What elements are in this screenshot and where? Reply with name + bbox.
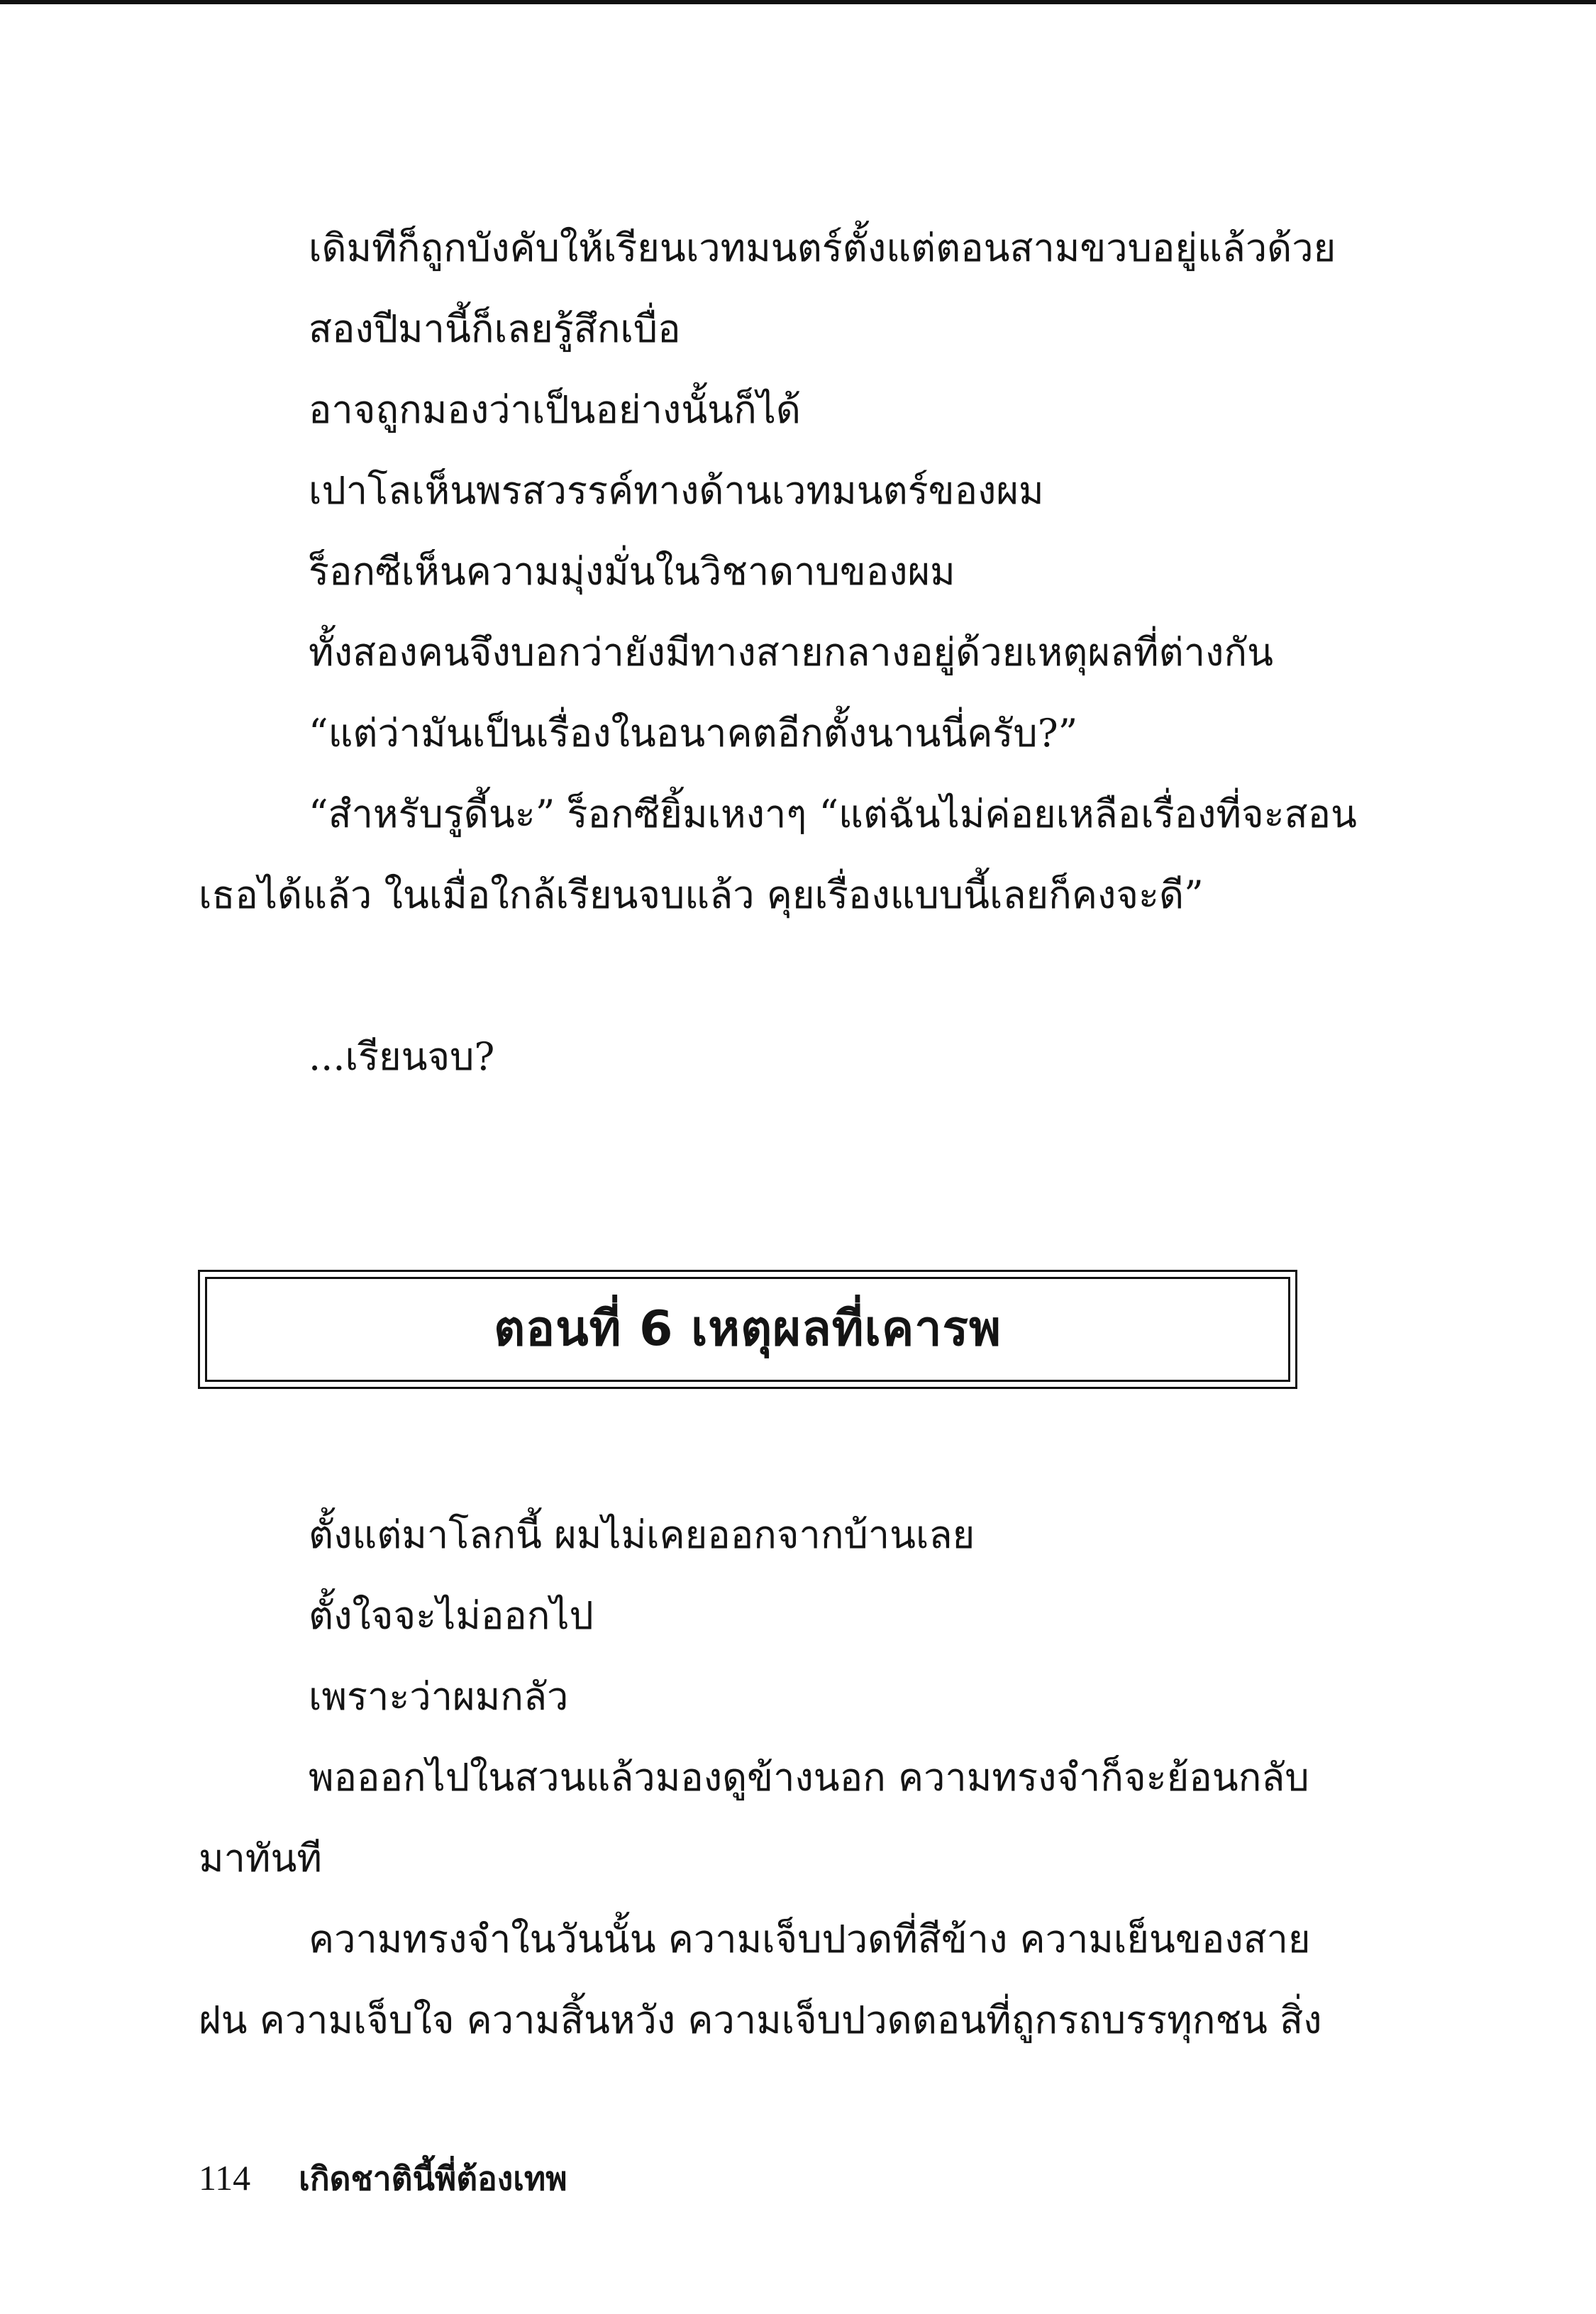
text-line: ตั้งแต่มาโลกนี้ ผมไม่เคยออกจากบ้านเลย bbox=[309, 1512, 975, 1557]
text-line: ความทรงจำในวันนั้น ความเจ็บปวดที่สีข้าง ความเย็นของสาย bbox=[309, 1917, 1311, 1961]
running-book-title: เกิดชาตินี้พี่ต้องเทพ bbox=[299, 2159, 567, 2198]
chapter-heading-box bbox=[198, 1270, 1297, 1389]
text-line: พอออกไปในสวนแล้วมองดูข้างนอก ความทรงจำก็จะย้อนกลับ bbox=[309, 1755, 1309, 1800]
text-line: เดิมทีก็ถูกบังคับให้เรียนเวทมนตร์ตั้งแต่ตอนสามขวบอยู่แล้วด้วย bbox=[309, 226, 1336, 270]
page-number: 114 bbox=[199, 2158, 251, 2198]
chapter-heading-inner-frame bbox=[205, 1277, 1290, 1382]
top-border-line bbox=[0, 0, 1596, 4]
chapter-title: ตอนที่ 6 เหตุผลที่เคารพ bbox=[494, 1301, 1002, 1357]
text-line: มาทันที bbox=[199, 1836, 323, 1881]
text-line: อาจถูกมองว่าเป็นอย่างนั้นก็ได้ bbox=[309, 387, 801, 432]
page-footer bbox=[199, 2149, 567, 2206]
text-line: เปาโลเห็นพรสวรรค์ทางด้านเวทมนตร์ของผม bbox=[309, 468, 1044, 513]
text-line: ทั้งสองคนจึงบอกว่ายังมีทางสายกลางอยู่ด้วยเหตุผลที่ต่างกัน bbox=[309, 630, 1274, 675]
text-line: “สำหรับรูดี้นะ” ร็อกซียิ้มเหงาๆ “แต่ฉันไม่ค่อยเหลือเรื่องที่จะสอน bbox=[309, 792, 1357, 836]
text-line: ตั้งใจจะไม่ออกไป bbox=[309, 1593, 594, 1638]
text-line: เพราะว่าผมกลัว bbox=[309, 1674, 569, 1719]
text-line: ฝน ความเจ็บใจ ความสิ้นหวัง ความเจ็บปวดตอนที่ถูกรถบรรทุกชน สิ่ง bbox=[199, 1998, 1322, 2042]
text-line-ellipsis: ...เรียนจบ? bbox=[309, 1034, 495, 1079]
text-line: ร็อกซีเห็นความมุ่งมั่นในวิชาดาบของผม bbox=[309, 549, 955, 594]
text-line: สองปีมานี้ก็เลยรู้สึกเบื่อ bbox=[309, 306, 681, 351]
text-line: “แต่ว่ามันเป็นเรื่องในอนาคตอีกตั้งนานนี่ครับ?” bbox=[309, 711, 1078, 755]
text-line: เธอได้แล้ว ในเมื่อใกล้เรียนจบแล้ว คุยเรื่องแบบนี้เลยก็คงจะดี” bbox=[199, 873, 1204, 917]
